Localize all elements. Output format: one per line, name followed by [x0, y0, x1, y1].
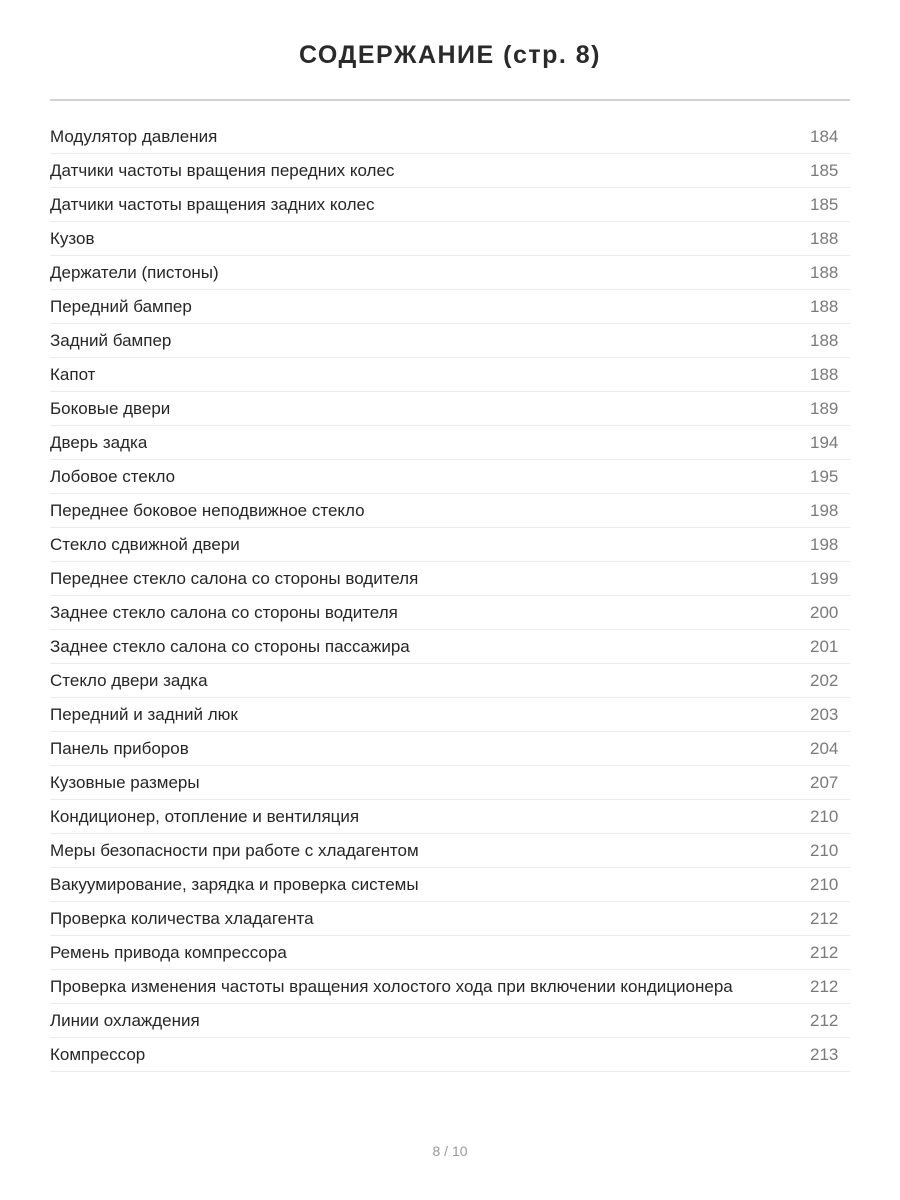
- page-title: СОДЕРЖАНИЕ (стр. 8): [298, 41, 602, 69]
- toc-entry-title: Держатели (пистоны): [50, 263, 219, 282]
- toc-entry[interactable]: [50, 868, 850, 902]
- toc-entry[interactable]: [50, 154, 850, 188]
- toc-entry[interactable]: [50, 120, 850, 154]
- toc-entry[interactable]: [50, 528, 850, 562]
- toc-entry-page-number: 202: [810, 671, 839, 690]
- toc-entry-title: Переднее стекло салона со стороны водителя: [50, 569, 419, 588]
- toc-entry-title: Передний и задний люк: [50, 705, 238, 724]
- toc-entry[interactable]: [50, 766, 850, 800]
- toc-entry[interactable]: [50, 664, 850, 698]
- toc-entry-page-number: 210: [810, 807, 839, 826]
- toc-entry-title: Ремень привода компрессора: [50, 943, 287, 962]
- toc-entry[interactable]: [50, 392, 850, 426]
- toc-entry[interactable]: [50, 800, 850, 834]
- table-of-contents: [50, 120, 850, 1072]
- toc-entry-page-number: 204: [810, 739, 839, 758]
- toc-entry[interactable]: [50, 256, 850, 290]
- toc-entry-page-number: 185: [810, 195, 839, 214]
- toc-entry-title: Лобовое стекло: [50, 467, 176, 486]
- toc-entry-title: Меры безопасности при работе с хладагентом: [50, 841, 419, 860]
- toc-entry-page-number: 184: [810, 127, 839, 146]
- toc-entry[interactable]: [50, 732, 850, 766]
- toc-entry-page-number: 194: [810, 433, 839, 452]
- toc-entry-page-number: 185: [810, 161, 839, 180]
- toc-entry-title: Линии охлаждения: [50, 1011, 200, 1030]
- toc-entry-page-number: 212: [810, 909, 839, 928]
- toc-entry-title: Дверь задка: [50, 433, 148, 452]
- toc-entry-title: Стекло сдвижной двери: [50, 535, 240, 554]
- toc-entry-page-number: 188: [810, 365, 839, 384]
- toc-entry[interactable]: [50, 698, 850, 732]
- toc-entry[interactable]: [50, 358, 850, 392]
- toc-entry-page-number: 199: [810, 569, 839, 588]
- toc-entry-title: Датчики частоты вращения передних колес: [50, 161, 395, 180]
- page-counter: 8 / 10: [432, 1143, 468, 1159]
- toc-entry-title: Компрессор: [50, 1045, 146, 1064]
- title-divider: [50, 99, 850, 101]
- toc-entry-title: Боковые двери: [50, 399, 171, 418]
- toc-entry-page-number: 198: [810, 501, 839, 520]
- toc-entry-page-number: 213: [810, 1045, 839, 1064]
- toc-entry-page-number: 210: [810, 875, 839, 894]
- toc-entry-page-number: 188: [810, 297, 839, 316]
- toc-entry-title: Заднее стекло салона со стороны водителя: [50, 603, 398, 622]
- toc-entry-title: Датчики частоты вращения задних колес: [50, 195, 375, 214]
- toc-entry-title: Кондиционер, отопление и вентиляция: [50, 807, 360, 826]
- toc-entry-title: Передний бампер: [50, 297, 192, 316]
- toc-entry-page-number: 195: [810, 467, 839, 486]
- toc-entry[interactable]: [50, 426, 850, 460]
- toc-entry-title: Кузовные размеры: [50, 773, 200, 792]
- toc-entry-title: Капот: [50, 365, 96, 384]
- toc-entry-page-number: 188: [810, 229, 839, 248]
- toc-entry[interactable]: [50, 494, 850, 528]
- toc-entry[interactable]: [50, 562, 850, 596]
- toc-entry-title: Проверка изменения частоты вращения холостого хода при включении кондиционера: [50, 977, 733, 996]
- toc-entry[interactable]: [50, 630, 850, 664]
- toc-entry[interactable]: [50, 460, 850, 494]
- toc-entry[interactable]: [50, 1004, 850, 1038]
- toc-entry-title: Стекло двери задка: [50, 671, 208, 690]
- toc-entry[interactable]: [50, 596, 850, 630]
- toc-entry-page-number: 207: [810, 773, 839, 792]
- toc-entry[interactable]: [50, 222, 850, 256]
- toc-entry-title: Вакуумирование, зарядка и проверка системы: [50, 875, 419, 894]
- toc-entry[interactable]: [50, 1038, 850, 1072]
- toc-entry-page-number: 188: [810, 263, 839, 282]
- toc-entry-page-number: 200: [810, 603, 839, 622]
- toc-entry[interactable]: [50, 936, 850, 970]
- toc-entry-title: Проверка количества хладагента: [50, 909, 314, 928]
- toc-entry-page-number: 210: [810, 841, 839, 860]
- toc-entry-page-number: 212: [810, 1011, 839, 1030]
- toc-entry[interactable]: [50, 970, 850, 1004]
- toc-entry[interactable]: [50, 324, 850, 358]
- toc-entry-page-number: 198: [810, 535, 839, 554]
- toc-entry-title: Задний бампер: [50, 331, 172, 350]
- toc-entry-title: Переднее боковое неподвижное стекло: [50, 501, 365, 520]
- toc-entry-title: Кузов: [50, 229, 95, 248]
- toc-entry-title: Панель приборов: [50, 739, 189, 758]
- toc-entry[interactable]: [50, 902, 850, 936]
- toc-entry-page-number: 188: [810, 331, 839, 350]
- toc-entry[interactable]: [50, 834, 850, 868]
- toc-entry-page-number: 212: [810, 943, 839, 962]
- toc-entry[interactable]: [50, 290, 850, 324]
- toc-entry-page-number: 189: [810, 399, 839, 418]
- toc-entry-title: Заднее стекло салона со стороны пассажира: [50, 637, 410, 656]
- toc-entry[interactable]: [50, 188, 850, 222]
- toc-entry-page-number: 201: [810, 637, 839, 656]
- toc-entry-title: Модулятор давления: [50, 127, 218, 146]
- toc-entry-page-number: 212: [810, 977, 839, 996]
- toc-entry-page-number: 203: [810, 705, 839, 724]
